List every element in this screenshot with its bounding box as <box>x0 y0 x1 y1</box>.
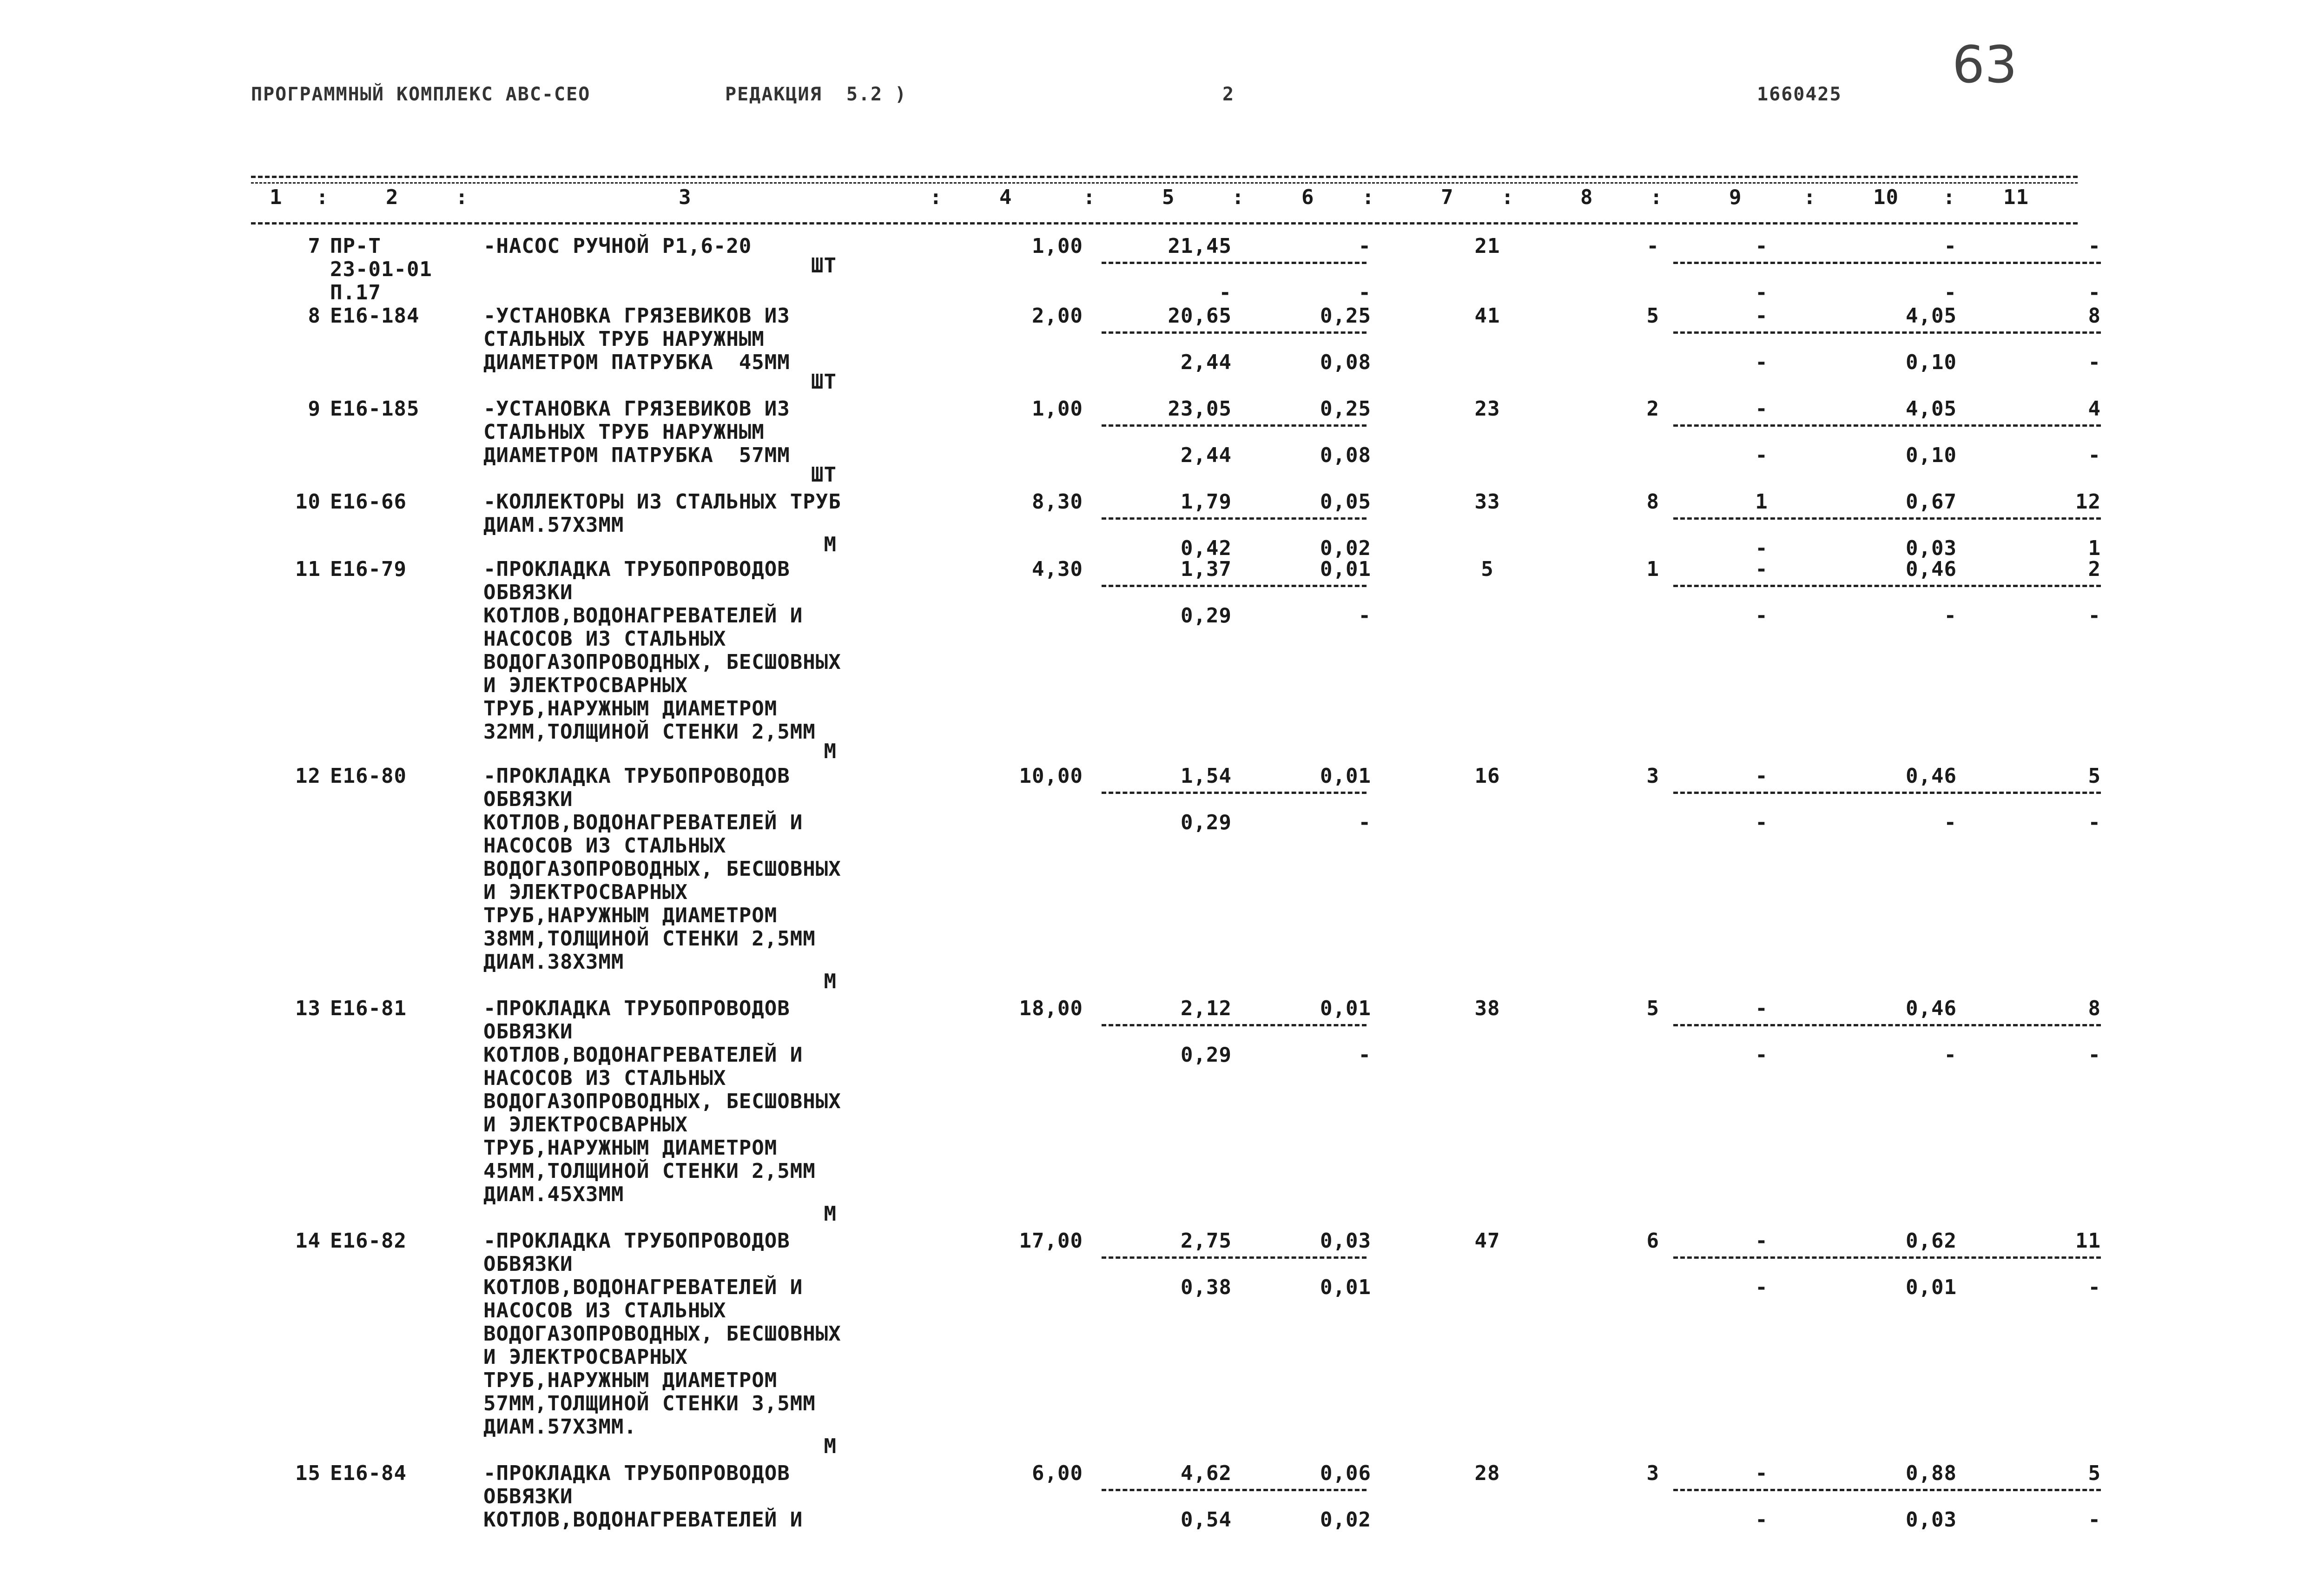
row-col8: 1 <box>1646 557 1659 581</box>
row-description: 38ММ,ТОЛЩИНОЙ СТЕНКИ 2,5ММ <box>483 927 816 951</box>
row-col6-2: - <box>1358 604 1371 628</box>
row-description: ОБВЯЗКИ <box>483 787 573 811</box>
column-header-5: 5 <box>1162 185 1175 209</box>
row-col6: 0,01 <box>1320 764 1371 788</box>
row-col8: 3 <box>1646 764 1659 788</box>
row-col11-2: - <box>2088 811 2101 834</box>
row-description: -НАСОС РУЧНОЙ Р1,6-20 <box>483 234 752 258</box>
row-unit-cost: 21,45 <box>1168 234 1232 258</box>
row-col11: 2 <box>2088 557 2101 581</box>
row-description: НАСОСОВ ИЗ СТАЛЬНЫХ <box>483 1299 726 1322</box>
row-code: П.17 <box>330 281 381 304</box>
column-separator: : <box>1803 185 1816 209</box>
handwritten-page-number: 63 <box>1952 35 2017 94</box>
row-col8: 6 <box>1646 1229 1659 1253</box>
row-underline <box>1673 585 2101 587</box>
column-separator: : <box>316 185 329 209</box>
row-col11: 8 <box>2088 304 2101 328</box>
row-total-cost: 38 <box>1474 997 1500 1020</box>
row-description: ДИАМ.57Х3ММ <box>483 513 624 537</box>
row-col6-2: 0,08 <box>1320 350 1371 374</box>
row-col9-2: - <box>1755 443 1768 467</box>
row-col6-2: 0,08 <box>1320 443 1371 467</box>
row-col10-2: 0,10 <box>1906 350 1957 374</box>
header-code: 1660425 <box>1757 84 1842 105</box>
row-underline <box>1102 1489 1367 1491</box>
row-unit-cost-2: 2,44 <box>1181 350 1232 374</box>
row-unit-cost: 2,12 <box>1181 997 1232 1020</box>
row-col11-2: - <box>2088 604 2101 628</box>
row-unit-cost-2: 0,54 <box>1181 1508 1232 1532</box>
row-underline <box>1673 262 2101 264</box>
row-col6-2: 0,02 <box>1320 536 1371 560</box>
row-quantity: 8,30 <box>1032 490 1083 514</box>
row-description: ОБВЯЗКИ <box>483 1485 573 1508</box>
row-number: 12 <box>295 764 321 788</box>
top-rule-2 <box>251 182 2078 184</box>
row-col10-2: - <box>1944 281 1957 304</box>
row-code: Е16-81 <box>330 997 407 1020</box>
row-col9: - <box>1755 997 1768 1020</box>
row-col9: - <box>1755 304 1768 328</box>
row-unit-cost-2: - <box>1219 281 1232 304</box>
row-number: 10 <box>295 490 321 514</box>
row-code: Е16-185 <box>330 397 420 421</box>
row-underline <box>1102 424 1367 427</box>
row-col9: - <box>1755 234 1768 258</box>
row-description: КОТЛОВ,ВОДОНАГРЕВАТЕЛЕЙ И <box>483 604 803 628</box>
row-col11: 5 <box>2088 1461 2101 1485</box>
header-bottom-rule <box>251 222 2078 225</box>
header-page: 2 <box>1222 84 1235 105</box>
row-number: 8 <box>308 304 321 328</box>
row-col8: 3 <box>1646 1461 1659 1485</box>
row-col6: 0,25 <box>1320 304 1371 328</box>
row-description: ВОДОГАЗОПРОВОДНЫХ, БЕСШОВНЫХ <box>483 1090 841 1113</box>
row-description: КОТЛОВ,ВОДОНАГРЕВАТЕЛЕЙ И <box>483 1275 803 1299</box>
row-description: -КОЛЛЕКТОРЫ ИЗ СТАЛЬНЫХ ТРУБ <box>483 490 841 514</box>
row-col6: 0,01 <box>1320 997 1371 1020</box>
row-description: ОБВЯЗКИ <box>483 1252 573 1276</box>
row-quantity: 6,00 <box>1032 1461 1083 1485</box>
row-col9: - <box>1755 764 1768 788</box>
row-description: -УСТАНОВКА ГРЯЗЕВИКОВ ИЗ <box>483 397 790 421</box>
row-col10: 0,46 <box>1906 557 1957 581</box>
row-col9-2: - <box>1755 811 1768 834</box>
row-code: 23-01-01 <box>330 258 432 281</box>
row-description: ДИАМ.45Х3ММ <box>483 1183 624 1206</box>
column-header-9: 9 <box>1729 185 1742 209</box>
row-number: 13 <box>295 997 321 1020</box>
row-description: И ЭЛЕКТРОСВАРНЫХ <box>483 674 688 697</box>
row-description: 32ММ,ТОЛЩИНОЙ СТЕНКИ 2,5ММ <box>483 720 816 744</box>
row-underline <box>1102 517 1367 520</box>
row-code: Е16-80 <box>330 764 407 788</box>
row-description: НАСОСОВ ИЗ СТАЛЬНЫХ <box>483 627 726 651</box>
row-description: ДИАМ.57Х3ММ. <box>483 1415 637 1439</box>
row-description: ВОДОГАЗОПРОВОДНЫХ, БЕСШОВНЫХ <box>483 1322 841 1346</box>
row-unit-cost: 1,37 <box>1181 557 1232 581</box>
column-header-8: 8 <box>1580 185 1593 209</box>
row-underline <box>1673 424 2101 427</box>
row-unit: М <box>824 533 837 556</box>
column-separator: : <box>1501 185 1514 209</box>
row-description: ДИАМЕТРОМ ПАТРУБКА 45ММ <box>483 350 790 374</box>
row-description: И ЭЛЕКТРОСВАРНЫХ <box>483 1113 688 1137</box>
row-description: -УСТАНОВКА ГРЯЗЕВИКОВ ИЗ <box>483 304 790 328</box>
row-unit-cost-2: 0,42 <box>1181 536 1232 560</box>
row-quantity: 1,00 <box>1032 397 1083 421</box>
row-quantity: 18,00 <box>1019 997 1083 1020</box>
header-edition: РЕДАКЦИЯ 5.2 ) <box>725 84 907 105</box>
row-unit: ШТ <box>811 463 837 487</box>
row-col9-2: - <box>1755 536 1768 560</box>
column-header-3: 3 <box>679 185 692 209</box>
row-col8: 5 <box>1646 997 1659 1020</box>
row-description: НАСОСОВ ИЗ СТАЛЬНЫХ <box>483 1066 726 1090</box>
row-col10: 0,88 <box>1906 1461 1957 1485</box>
row-number: 9 <box>308 397 321 421</box>
row-description: ДИАМ.38Х3ММ <box>483 950 624 974</box>
row-col11-2: - <box>2088 443 2101 467</box>
row-col11-2: - <box>2088 1275 2101 1299</box>
row-unit-cost-2: 0,29 <box>1181 811 1232 834</box>
row-underline <box>1673 331 2101 334</box>
row-col6-2: - <box>1358 281 1371 304</box>
row-col11: 12 <box>2075 490 2101 514</box>
row-col9: - <box>1755 397 1768 421</box>
row-col8: 8 <box>1646 490 1659 514</box>
row-total-cost: 5 <box>1481 557 1494 581</box>
row-code: Е16-66 <box>330 490 407 514</box>
row-col6-2: 0,01 <box>1320 1275 1371 1299</box>
row-description: НАСОСОВ ИЗ СТАЛЬНЫХ <box>483 834 726 858</box>
row-underline <box>1102 1024 1367 1026</box>
row-underline <box>1102 792 1367 794</box>
row-unit: ШТ <box>811 254 837 278</box>
header-program-name: ПРОГРАММНЫЙ КОМПЛЕКС АВС-СЕО <box>251 84 591 105</box>
row-underline <box>1673 1256 2101 1259</box>
row-col10-2: - <box>1944 604 1957 628</box>
row-unit-cost-2: 0,38 <box>1181 1275 1232 1299</box>
column-separator: : <box>1232 185 1245 209</box>
row-code: Е16-84 <box>330 1461 407 1485</box>
row-col10: 0,46 <box>1906 764 1957 788</box>
row-col11-2: - <box>2088 1508 2101 1532</box>
row-col9: - <box>1755 1461 1768 1485</box>
row-col9: - <box>1755 557 1768 581</box>
row-col10: 0,67 <box>1906 490 1957 514</box>
row-underline <box>1673 1489 2101 1491</box>
row-number: 7 <box>308 234 321 258</box>
row-total-cost: 33 <box>1474 490 1500 514</box>
column-header-6: 6 <box>1301 185 1314 209</box>
row-col9-2: - <box>1755 1275 1768 1299</box>
row-col10: 4,05 <box>1906 304 1957 328</box>
row-unit: М <box>824 1434 837 1458</box>
row-col6: 0,06 <box>1320 1461 1371 1485</box>
row-description: -ПРОКЛАДКА ТРУБОПРОВОДОВ <box>483 557 790 581</box>
row-underline <box>1673 517 2101 520</box>
column-header-4: 4 <box>999 185 1012 209</box>
row-code: Е16-184 <box>330 304 420 328</box>
top-rule <box>251 176 2078 178</box>
row-unit-cost: 4,62 <box>1181 1461 1232 1485</box>
row-description: ТРУБ,НАРУЖНЫМ ДИАМЕТРОМ <box>483 904 778 927</box>
row-total-cost: 23 <box>1474 397 1500 421</box>
row-code: ПР-Т <box>330 234 381 258</box>
row-col6-2: - <box>1358 811 1371 834</box>
row-col9: - <box>1755 1229 1768 1253</box>
row-description: СТАЛЬНЫХ ТРУБ НАРУЖНЫМ <box>483 420 765 444</box>
row-col11-2: 1 <box>2088 536 2101 560</box>
row-description: ОБВЯЗКИ <box>483 581 573 604</box>
row-description: -ПРОКЛАДКА ТРУБОПРОВОДОВ <box>483 997 790 1020</box>
row-quantity: 4,30 <box>1032 557 1083 581</box>
row-description: И ЭЛЕКТРОСВАРНЫХ <box>483 1345 688 1369</box>
row-unit-cost: 23,05 <box>1168 397 1232 421</box>
column-header-1: 1 <box>270 185 283 209</box>
row-col8: 5 <box>1646 304 1659 328</box>
row-col6: 0,05 <box>1320 490 1371 514</box>
row-description: ВОДОГАЗОПРОВОДНЫХ, БЕСШОВНЫХ <box>483 650 841 674</box>
row-col6: - <box>1358 234 1371 258</box>
row-col11: 11 <box>2075 1229 2101 1253</box>
column-separator: : <box>1650 185 1663 209</box>
row-col9-2: - <box>1755 604 1768 628</box>
row-unit: М <box>824 970 837 993</box>
row-total-cost: 47 <box>1474 1229 1500 1253</box>
row-description: 45ММ,ТОЛЩИНОЙ СТЕНКИ 2,5ММ <box>483 1159 816 1183</box>
column-separator: : <box>1943 185 1956 209</box>
column-header-10: 10 <box>1873 185 1899 209</box>
row-description: ВОДОГАЗОПРОВОДНЫХ, БЕСШОВНЫХ <box>483 857 841 881</box>
column-header-11: 11 <box>2003 185 2029 209</box>
row-unit-cost-2: 0,29 <box>1181 604 1232 628</box>
row-unit-cost: 2,75 <box>1181 1229 1232 1253</box>
row-description: 57ММ,ТОЛЩИНОЙ СТЕНКИ 3,5ММ <box>483 1392 816 1415</box>
row-underline <box>1673 792 2101 794</box>
column-separator: : <box>930 185 943 209</box>
row-total-cost: 16 <box>1474 764 1500 788</box>
row-col6: 0,03 <box>1320 1229 1371 1253</box>
row-description: ТРУБ,НАРУЖНЫМ ДИАМЕТРОМ <box>483 1368 778 1392</box>
row-col10-2: 0,10 <box>1906 443 1957 467</box>
row-col11: 8 <box>2088 997 2101 1020</box>
row-col9: 1 <box>1755 490 1768 514</box>
row-col10-2: 0,01 <box>1906 1275 1957 1299</box>
row-col8: - <box>1646 234 1659 258</box>
column-header-2: 2 <box>386 185 399 209</box>
row-col8: 2 <box>1646 397 1659 421</box>
row-col9-2: - <box>1755 1508 1768 1532</box>
row-description: -ПРОКЛАДКА ТРУБОПРОВОДОВ <box>483 1229 790 1253</box>
row-quantity: 10,00 <box>1019 764 1083 788</box>
row-unit: М <box>824 740 837 763</box>
row-number: 14 <box>295 1229 321 1253</box>
row-number: 15 <box>295 1461 321 1485</box>
row-col11: - <box>2088 234 2101 258</box>
row-quantity: 2,00 <box>1032 304 1083 328</box>
row-description: ТРУБ,НАРУЖНЫМ ДИАМЕТРОМ <box>483 1136 778 1160</box>
row-quantity: 17,00 <box>1019 1229 1083 1253</box>
row-description: КОТЛОВ,ВОДОНАГРЕВАТЕЛЕЙ И <box>483 811 803 834</box>
row-underline <box>1102 1256 1367 1259</box>
row-unit-cost: 20,65 <box>1168 304 1232 328</box>
row-number: 11 <box>295 557 321 581</box>
row-unit-cost-2: 0,29 <box>1181 1043 1232 1067</box>
row-total-cost: 41 <box>1474 304 1500 328</box>
row-col6-2: - <box>1358 1043 1371 1067</box>
row-total-cost: 21 <box>1474 234 1500 258</box>
row-total-cost: 28 <box>1474 1461 1500 1485</box>
row-col11-2: - <box>2088 1043 2101 1067</box>
row-quantity: 1,00 <box>1032 234 1083 258</box>
column-header-7: 7 <box>1441 185 1454 209</box>
row-underline <box>1102 585 1367 587</box>
row-unit-cost: 1,54 <box>1181 764 1232 788</box>
row-col10: 0,62 <box>1906 1229 1957 1253</box>
row-col9-2: - <box>1755 281 1768 304</box>
row-col10: 0,46 <box>1906 997 1957 1020</box>
row-col10-2: - <box>1944 1043 1957 1067</box>
row-unit-cost-2: 2,44 <box>1181 443 1232 467</box>
column-separator: : <box>1083 185 1096 209</box>
row-col10: 4,05 <box>1906 397 1957 421</box>
row-col9-2: - <box>1755 350 1768 374</box>
row-col6-2: 0,02 <box>1320 1508 1371 1532</box>
row-code: Е16-82 <box>330 1229 407 1253</box>
row-col10-2: 0,03 <box>1906 1508 1957 1532</box>
column-separator: : <box>1362 185 1375 209</box>
row-col6: 0,25 <box>1320 397 1371 421</box>
row-underline <box>1673 1024 2101 1026</box>
row-code: Е16-79 <box>330 557 407 581</box>
row-description: -ПРОКЛАДКА ТРУБОПРОВОДОВ <box>483 1461 790 1485</box>
row-col11-2: - <box>2088 281 2101 304</box>
row-description: ТРУБ,НАРУЖНЫМ ДИАМЕТРОМ <box>483 697 778 720</box>
row-underline <box>1102 262 1367 264</box>
row-description: СТАЛЬНЫХ ТРУБ НАРУЖНЫМ <box>483 327 765 351</box>
row-col10-2: 0,03 <box>1906 536 1957 560</box>
row-col11: 5 <box>2088 764 2101 788</box>
row-unit: ШТ <box>811 370 837 394</box>
column-separator: : <box>456 185 469 209</box>
row-underline <box>1102 331 1367 334</box>
row-description: -ПРОКЛАДКА ТРУБОПРОВОДОВ <box>483 764 790 788</box>
row-col9-2: - <box>1755 1043 1768 1067</box>
row-col11-2: - <box>2088 350 2101 374</box>
row-unit-cost: 1,79 <box>1181 490 1232 514</box>
row-description: КОТЛОВ,ВОДОНАГРЕВАТЕЛЕЙ И <box>483 1508 803 1532</box>
row-description: КОТЛОВ,ВОДОНАГРЕВАТЕЛЕЙ И <box>483 1043 803 1067</box>
row-col10-2: - <box>1944 811 1957 834</box>
row-col10: - <box>1944 234 1957 258</box>
row-col6: 0,01 <box>1320 557 1371 581</box>
row-description: ДИАМЕТРОМ ПАТРУБКА 57ММ <box>483 443 790 467</box>
row-unit: М <box>824 1202 837 1226</box>
row-col11: 4 <box>2088 397 2101 421</box>
row-description: И ЭЛЕКТРОСВАРНЫХ <box>483 880 688 904</box>
row-description: ОБВЯЗКИ <box>483 1020 573 1044</box>
